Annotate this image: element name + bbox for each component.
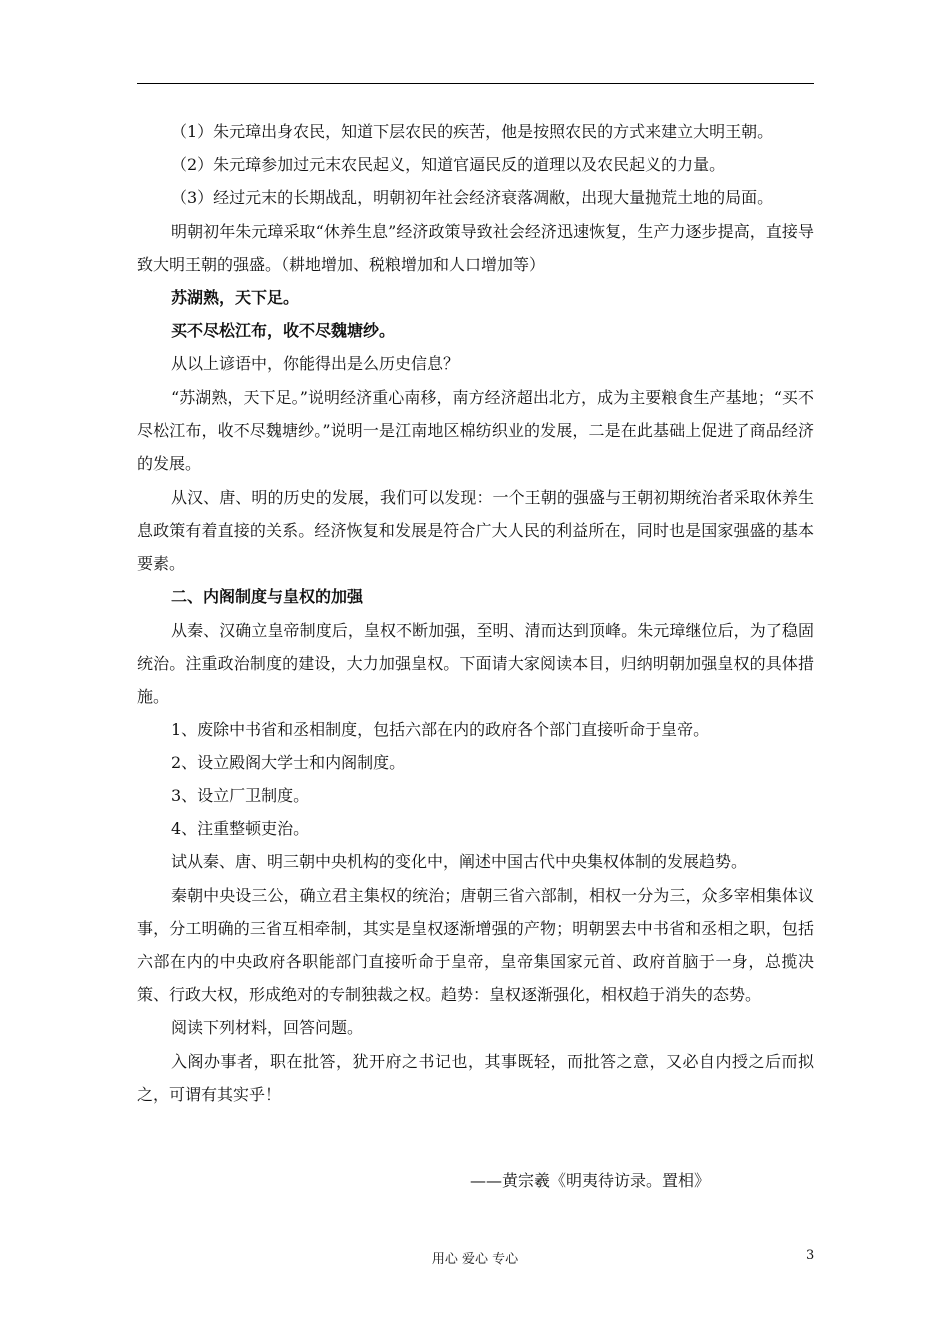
header-rule (137, 83, 814, 84)
measure-item: 4、注重整顿吏治。 (171, 819, 310, 838)
question: 试从秦、唐、明三朝中央机构的变化中，阐述中国古代中央集权体制的发展趋势。 (171, 852, 748, 871)
page-number: 3 (806, 1248, 815, 1263)
section-intro: 从秦、汉确立皇帝制度后，皇权不断加强，至明、清而达到顶峰。朱元璋继位后，为了稳固统治。注重政治制度的建设，大力加强皇权。下面请大家阅读本目，归纳明朝加强皇权的具体措施。 (137, 621, 814, 706)
document-body (137, 121, 814, 1117)
quote-attribution: ——黄宗羲《明夷待访录。置相》 (470, 1171, 711, 1190)
reading-prompt: 阅读下列材料，回答问题。 (171, 1018, 364, 1037)
paragraph-ming-policy: 明朝初年朱元璋采取“休养生息”经济政策导致社会经济迅速恢复，生产力逐步提高，直接导致大明王朝的强盛。（耕地增加、税粮增加和人口增加等） (137, 222, 814, 274)
measure-item: 2、设立殿阁大学士和内阁制度。 (171, 753, 406, 772)
proverb: 苏湖熟，天下足。 (171, 288, 300, 307)
list-item: （3）经过元末的长期战乱，明朝初年社会经济衰落凋敝，出现大量抛荒土地的局面。 (171, 188, 774, 207)
answer-paragraph: 秦朝中央设三公，确立君主集权的统治；唐朝三省六部制，相权一分为三，众多宰相集体议事，分工明确的三省互相牵制，其实是皇权逐渐增强的产物；明朝罢去中书省和丞相之职，包括六部在内的中央政府各职能部门直接听命于皇帝，皇帝集国家元首、政府首脑于一身，总揽决策、行政大权，形成绝对的专制独裁之权。趋势：皇权逐渐强化，相权趋于消失的态势。 (137, 886, 814, 1004)
section-heading: 二、内阁制度与皇权的加强 (171, 587, 364, 606)
answer-paragraph: “苏湖熟，天下足。”说明经济重心南移，南方经济超出北方，成为主要粮食生产基地；“买不尽松江布，收不尽魏塘纱。”说明一是江南地区棉纺织业的发展，二是在此基础上促进了商品经济的发展。 (137, 388, 814, 473)
quote-paragraph: 入阁办事者，职在批答，犹开府之书记也，其事既轻，而批答之意，又必自内授之后而拟之，可谓有其实乎！ (137, 1052, 814, 1104)
footer-motto: 用心 爱心 专心 (431, 1252, 519, 1267)
proverb: 买不尽松江布，收不尽魏塘纱。 (171, 321, 396, 340)
measure-item: 1、废除中书省和丞相制度，包括六部在内的政府各个部门直接听命于皇帝。 (171, 720, 710, 739)
list-item: （2）朱元璋参加过元末农民起义，知道官逼民反的道理以及农民起义的力量。 (171, 155, 726, 174)
list-item: （1）朱元璋出身农民，知道下层农民的疾苦，他是按照农民的方式来建立大明王朝。 (171, 122, 774, 141)
summary-paragraph: 从汉、唐、明的历史的发展，我们可以发现：一个王朝的强盛与王朝初期统治者采取休养生息政策有着直接的关系。经济恢复和发展是符合广大人民的利益所在，同时也是国家强盛的基本要素。 (137, 488, 814, 573)
question: 从以上谚语中，你能得出是么历史信息？ (171, 354, 460, 373)
measure-item: 3、设立厂卫制度。 (171, 786, 310, 805)
